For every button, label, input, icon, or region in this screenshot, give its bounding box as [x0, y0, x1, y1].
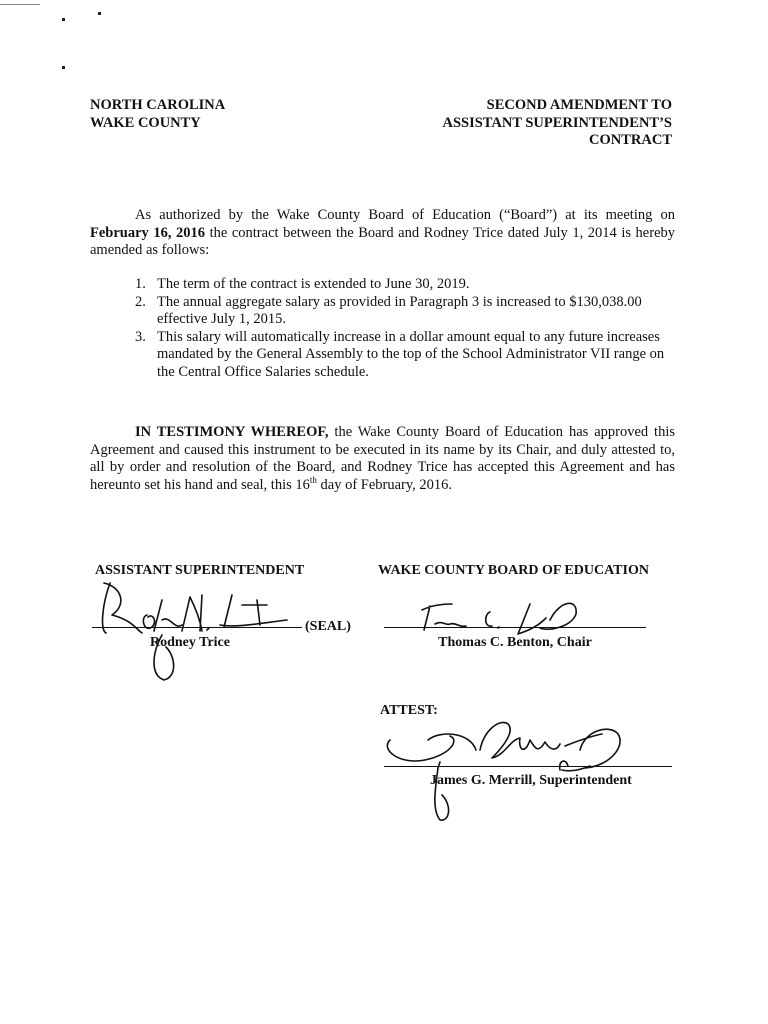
- scan-speck: [0, 4, 40, 5]
- testimony-text: the Wake County Board of Education has approved this Agreement and caused this instrument to be executed in its name by its Chair, and duly attested to, all by order and resolution of the Board, and Rodney Trice has accepted this Agreement and has hereunto set his hand and seal, this 16: [90, 424, 675, 493]
- testimony-paragraph: [90, 424, 675, 494]
- thomas-benton-signature: [400, 590, 600, 640]
- day-superscript: th: [309, 474, 317, 485]
- signer-name-left: Rodney Trice: [150, 635, 230, 650]
- signature-line-attest: [384, 766, 672, 767]
- list-item-text: The term of the contract is extended to June 30, 2019.: [157, 276, 470, 292]
- list-item: [135, 294, 675, 329]
- list-item-text: This salary will automatically increase in a dollar amount equal to any future increases mandated by the General Assembly to the top of the School Administrator VII range on the Central Office Salaries schedule.: [157, 328, 665, 380]
- james-merrill-signature: [380, 710, 670, 830]
- testimony-lead: IN TESTIMONY WHEREOF,: [135, 424, 329, 440]
- testimony-text-end: day of February, 2016.: [320, 476, 453, 493]
- list-item-number: 3.: [135, 328, 146, 345]
- list-item-text: The annual aggregate salary as provided in Paragraph 3 is increased to $130,038.00 effective July 1, 2015.: [157, 293, 642, 327]
- scan-speck: [62, 66, 65, 69]
- intro-text-after: the contract between the Board and Rodney Trice dated July 1, 2014 is hereby amended as follows:: [90, 224, 676, 258]
- jurisdiction-block: [90, 97, 350, 132]
- seal-label: (SEAL): [305, 619, 351, 634]
- scan-speck: [62, 18, 65, 21]
- county-label: WAKE COUNTY: [90, 114, 201, 131]
- document-title-block: [380, 97, 672, 150]
- list-item: [135, 276, 675, 294]
- signature-line-right: [384, 627, 646, 628]
- rodney-trice-signature: [92, 575, 322, 685]
- signature-line-left: [92, 627, 302, 628]
- list-item: [135, 329, 675, 382]
- amendments-list: [135, 276, 675, 381]
- attest-name: James G. Merrill, Superintendent: [430, 773, 632, 788]
- signer-name-right: Thomas C. Benton, Chair: [438, 635, 592, 650]
- signer-title-right: WAKE COUNTY BOARD OF EDUCATION: [378, 563, 649, 578]
- list-item-number: 1.: [135, 276, 146, 292]
- state-label: NORTH CAROLINA: [90, 97, 226, 113]
- document-title-line3: CONTRACT: [589, 132, 672, 148]
- scan-speck: [98, 12, 101, 15]
- document-title-line2: ASSISTANT SUPERINTENDENT’S: [442, 114, 672, 131]
- list-item-number: 2.: [135, 293, 146, 310]
- document-title-line1: SECOND AMENDMENT TO: [486, 97, 672, 113]
- meeting-date: February 16, 2016: [90, 224, 206, 241]
- intro-paragraph: [90, 207, 675, 260]
- signer-title-left: ASSISTANT SUPERINTENDENT: [95, 563, 305, 578]
- intro-text-before: As authorized by the Wake County Board of Education (“Board”) at its meeting on: [135, 207, 675, 223]
- attest-label: ATTEST:: [380, 703, 438, 718]
